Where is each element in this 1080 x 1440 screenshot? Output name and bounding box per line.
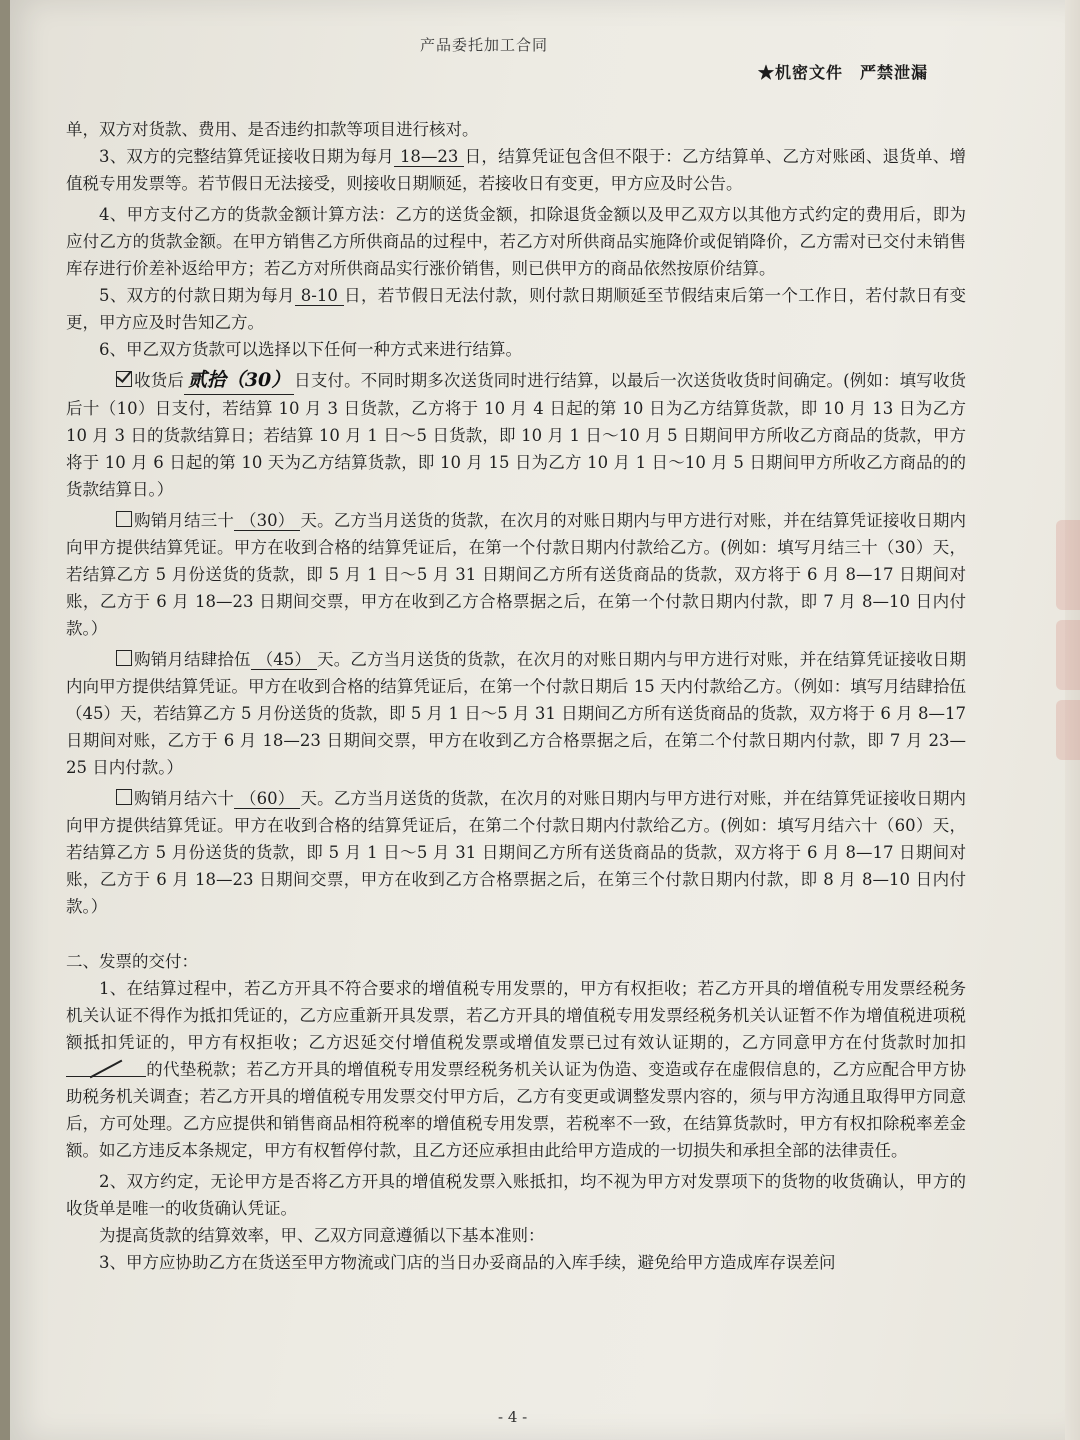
- handwritten-days: 贰拾（30）: [184, 367, 294, 395]
- struck-blank-field: [66, 1060, 146, 1077]
- option-text: 日支付。不同时期多次送货同时进行结算，以最后一次送货收货时间确定。(例如：填写收货后十（10）日支付，若结算 10 月 3 日货款，乙方将于 10 月 4 日起的第 10 日为乙方结算货款，即 10 月 13 日为乙方 10 月 3 日的货款结算日；若结算 10 月 1 日～5 日货款，即 10 月 1 日～10 月 5 日期间甲方所收乙方商品的货款，甲方将于 10 月 6 日起的第 10 天为乙方结算货款，即 10 月 15 日为乙方 10 月 1 日～10 月 5 日期间甲方所收乙方商品的的货款结算日。）: [66, 371, 967, 499]
- page-number: - 4 -: [498, 1408, 528, 1426]
- option-monthly-60: [66, 785, 966, 920]
- red-stamp-bleed: [1056, 520, 1080, 610]
- option-text: 天。乙方当月送货的货款，在次月的对账日期内与甲方进行对账，并在结算凭证接收日期内向甲方提供结算凭证。甲方在收到合格的结算凭证后，在第一个付款日期后 15 天内付款给乙方。（例如：填写月结肆拾伍（45）天，若结算乙方 5 月份送货的货款，即 5 月 1 日～5 月 31 日期间乙方所有送货商品的货款，双方将于 6 月 8—17 日期间对账，乙方于 6 月 18—23 日期间交票，甲方在收到乙方合格票据之后，在第二个付款日期内付款，即 7 月 23—25 日内付款。）: [66, 650, 967, 777]
- document-title: 产品委托加工合同: [420, 36, 549, 54]
- clause-3: [66, 143, 966, 197]
- invoice-clause-3: 3、甲方应协助乙方在货送至甲方物流或门店的当日办妥商品的入库手续，避免给甲方造成库存误差问: [99, 1253, 836, 1272]
- option-text: 购销月结肆拾伍: [134, 650, 251, 669]
- option-days: （45）: [251, 650, 317, 670]
- clause-text: 日，若节假日无法付款，则付款日期顺延至节假结束后第一个工作日，若付款日有变更，甲方应及时告知乙方。: [66, 286, 967, 332]
- clause-text: 5、双方的付款日期为每月: [99, 286, 295, 305]
- option-monthly-45: [66, 646, 966, 781]
- invoice-clause-1: [66, 975, 966, 1164]
- invoice-clause-2: 2、双方约定，无论甲方是否将乙方开具的增值税发票入账抵扣，均不视为甲方对发票项下的货物的收货确认，甲方的收货单是唯一的收货确认凭证。: [66, 1172, 966, 1218]
- payment-date-range: 8-10: [295, 286, 344, 306]
- checked-checkbox-icon[interactable]: [116, 371, 132, 387]
- option-text: 天。乙方当月送货的货款，在次月的对账日期内与甲方进行对账，并在结算凭证接收日期内向甲方提供结算凭证。甲方在收到合格的结算凭证后，在第一个付款日期内付款给乙方。(例如：填写月结三十（30）天，若结算乙方 5 月份送货的货款，即 5 月 1 日～5 月 31 日期间乙方所有送货商品的货款，双方将于 6 月 8—17 日期间对账，乙方于 6 月 18—23 日期间交票，甲方在收到乙方合格票据之后，在第一个付款日期内付款，即 7 月 8—10 日内付款。）: [66, 511, 967, 638]
- clause-6: 6、甲乙双方货款可以选择以下任何一种方式来进行结算。: [99, 340, 522, 359]
- clause-text: 日，结算凭证包含但不限于：乙方结算单、乙方对账函、退货单、增值税专用发票等。若节假日无法接受，则接收日期顺延，若接收日有变更，甲方应及时公告。: [66, 147, 966, 193]
- option-text: 购销月结六十: [134, 789, 234, 808]
- paragraph: 单，双方对货款、费用、是否违约扣款等项目进行核对。: [66, 120, 479, 139]
- contract-body: [66, 116, 966, 1276]
- option-text: 收货后: [134, 371, 185, 390]
- red-stamp-bleed: [1056, 620, 1080, 690]
- clause-text: 1、在结算过程中，若乙方开具不符合要求的增值税专用发票的，甲方有权拒收；若乙方开具的增值税专用发票经税务机关认证不得作为抵扣凭证的，乙方应重新开具发票，若乙方开具的增值税专用发票经税务机关认证暂不作为增值税进项税额抵扣凭证的，甲方有权拒收；乙方迟延交付增值税发票或增值发票已过有效认证期的，乙方同意甲方在付货款时加扣: [66, 979, 966, 1052]
- clause-4: 4、甲方支付乙方的货款金额计算方法：乙方的送货金额，扣除退货金额以及甲乙双方以其他方式约定的费用后，即为应付乙方的货款金额。在甲方销售乙方所供商品的过程中，若乙方对所供商品实施降价或促销降价，乙方需对已交付未销售库存进行价差补返给甲方；若乙方对所供商品实行涨价销售，则已供甲方的商品依然按原价结算。: [66, 205, 966, 278]
- option-text: 购销月结三十: [134, 511, 234, 530]
- red-stamp-bleed: [1056, 700, 1080, 760]
- clause-text: 的代垫税款；若乙方开具的增值税专用发票经税务机关认证为伪造、变造或存在虚假信息的，乙方应配合甲方协助税务机关调查；若乙方开具的增值税专用发票交付甲方后，乙方有变更或调整发票内容的，须与甲方沟通且取得甲方同意后，方可处理。乙方应提供和销售商品相符税率的增值税专用发票，若税率不一致，在结算货款时，甲方有权扣除税率差金额。如乙方违反本条规定，甲方有权暂停付款，且乙方还应承担由此给甲方造成的一切损失和承担全部的法律责任。: [66, 1060, 966, 1160]
- option-monthly-30: [66, 507, 966, 642]
- option-text: 天。乙方当月送货的货款，在次月的对账日期内与甲方进行对账，并在结算凭证接收日期内向甲方提供结算凭证。甲方在收到合格的结算凭证后，在第二个付款日期内付款给乙方。(例如：填写月结六十（60）天，若结算乙方 5 月份送货的货款，即 5 月 1 日～5 月 31 日期间乙方所有送货商品的货款，双方将于 6 月 8—17 日期间对账，乙方于 6 月 18—23 日期间交票，甲方在收到乙方合格票据之后，在第三个付款日期内付款，即 8 月 8—10 日内付款。）: [66, 789, 967, 916]
- receipt-date-range: 18—23: [394, 147, 465, 167]
- checkbox-icon[interactable]: [116, 789, 132, 805]
- option-days: （60）: [234, 789, 300, 809]
- clause-text: 3、双方的完整结算凭证接收日期为每月: [99, 147, 394, 166]
- option-days: （30）: [234, 511, 300, 531]
- principle-intro: 为提高货款的结算效率，甲、乙双方同意遵循以下基本准则：: [99, 1226, 545, 1245]
- checkbox-icon[interactable]: [116, 511, 132, 527]
- section-heading-invoice: 二、发票的交付：: [66, 952, 198, 971]
- checkbox-icon[interactable]: [116, 650, 132, 666]
- clause-5: [66, 282, 966, 336]
- option-receipt-payment: [66, 367, 966, 503]
- confidential-label: ★机密文件 严禁泄漏: [758, 63, 929, 82]
